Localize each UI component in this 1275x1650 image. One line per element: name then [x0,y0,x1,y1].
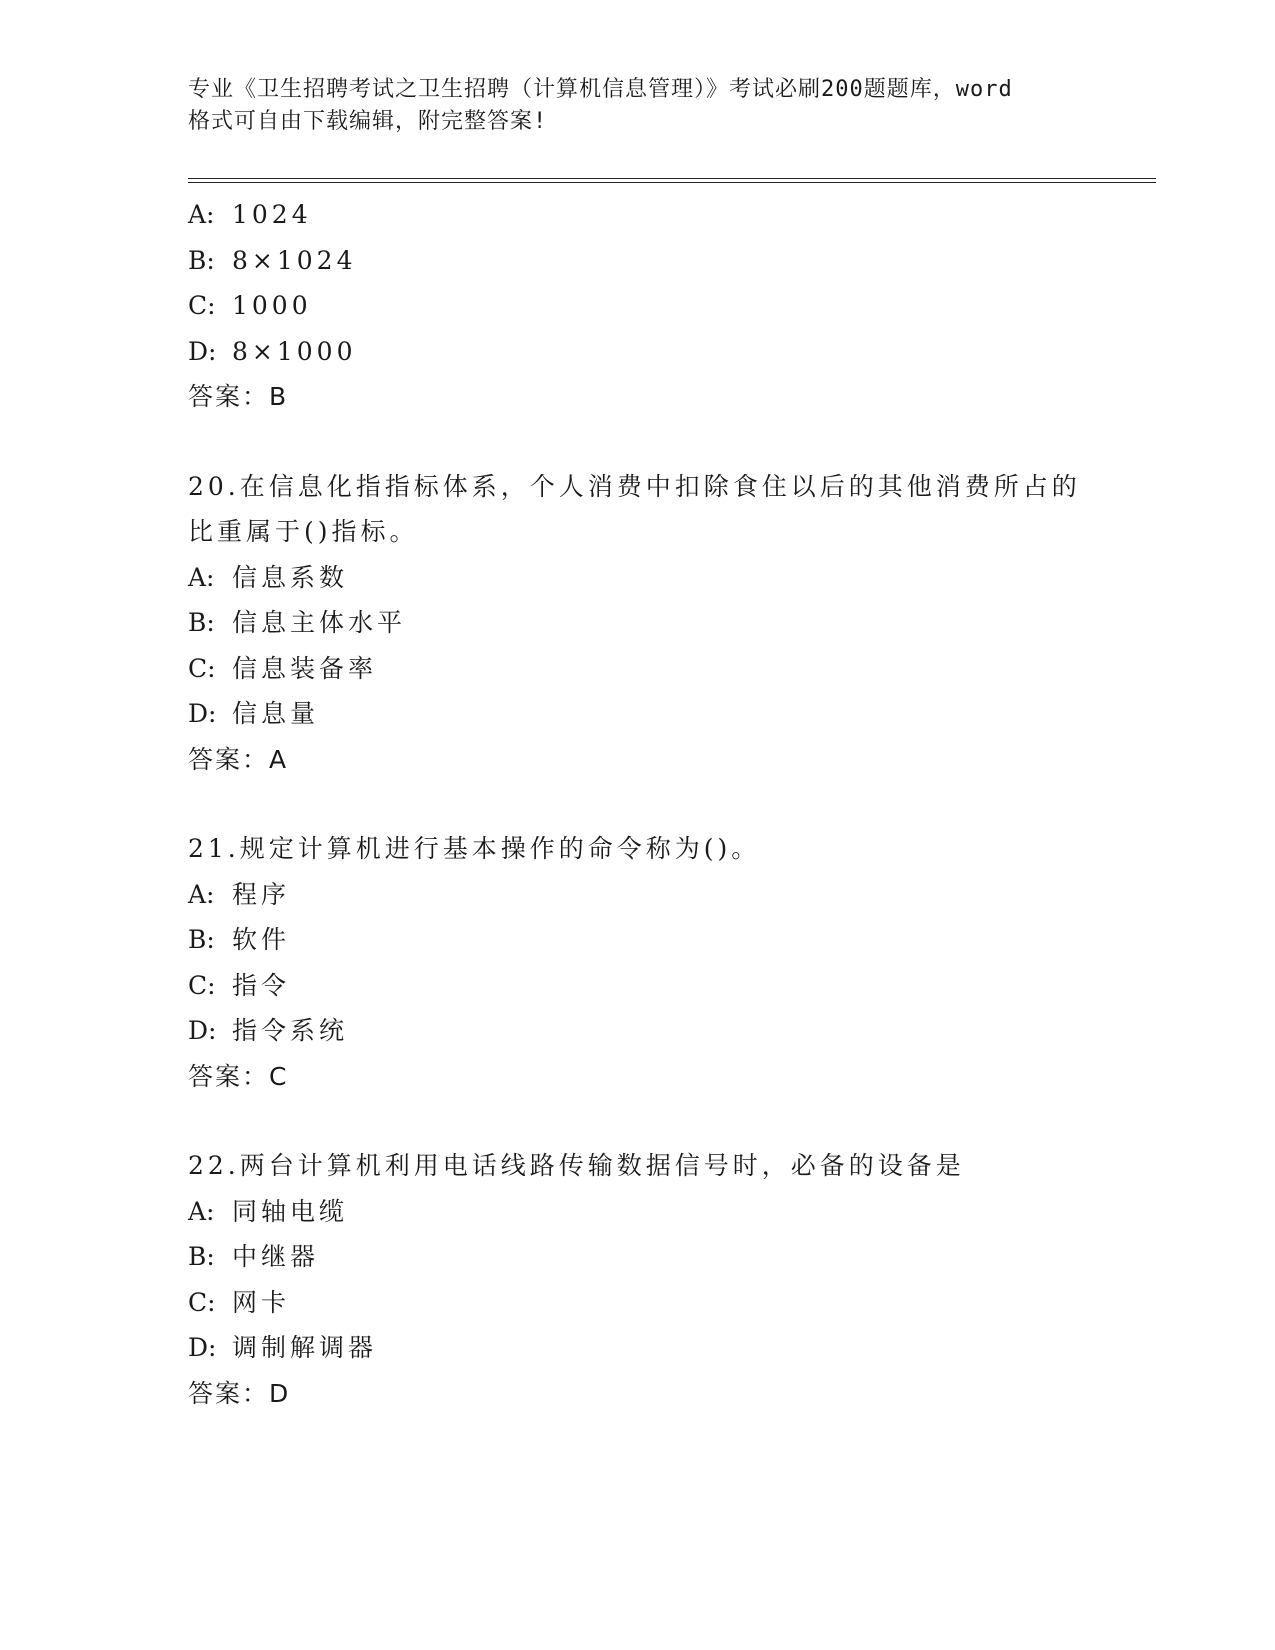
question-22 [188,1143,1148,1416]
option-text: 中继器 [232,1242,320,1271]
question-spacer [188,420,1148,464]
option-key: C: [188,970,216,1000]
option-text: 指令系统 [232,1016,349,1045]
question-spacer [188,1099,1148,1143]
option-text: 1000 [232,291,312,320]
header-line-1: 专业《卫生招聘考试之卫生招聘（计算机信息管理）》考试必刷200题题库，word [188,77,1013,102]
option-key: C: [188,1287,216,1317]
option-key: B: [188,925,215,954]
option-text: 网卡 [232,1287,291,1317]
option-d [188,1008,1148,1054]
option-b [188,238,1148,284]
option-key: D: [188,336,217,366]
option-key: B: [188,1242,215,1271]
option-text: 软件 [232,925,291,954]
question-stem-continued: 比重属于()指标。 [188,517,419,546]
option-a [188,192,1148,238]
option-key: B: [188,608,215,637]
option-d [188,691,1148,737]
header-line-2: 格式可自由下载编辑，附完整答案! [188,109,548,134]
option-b [188,600,1148,646]
option-a [188,555,1148,601]
option-key: D: [188,699,217,728]
option-key: A: [188,562,215,592]
answer-line: 答案：A [188,744,289,774]
option-c [188,963,1148,1009]
question-stem: 21.规定计算机进行基本操作的命令称为()。 [188,834,761,863]
option-key: D: [188,1333,217,1362]
document-header [188,74,1088,138]
option-text: 信息系数 [232,562,349,592]
question-spacer [188,782,1148,826]
option-text: 程序 [232,879,291,909]
question-21 [188,826,1148,1099]
option-text: 8×1024 [232,245,357,275]
question-20 [188,464,1148,783]
option-key: D: [188,1016,217,1045]
option-key: A: [188,200,215,229]
question-partial [188,192,1148,420]
header-divider [188,178,1156,183]
option-text: 调制解调器 [232,1333,378,1362]
answer-line: 答案：B [188,382,289,411]
option-key: C: [188,653,216,683]
option-a [188,1189,1148,1235]
option-text: 指令 [232,970,291,1000]
option-text: 同轴电缆 [232,1196,349,1226]
option-c [188,646,1148,692]
question-stem: 20.在信息化指指标体系，个人消费中扣除食住以后的其他消费所占的 [188,471,1081,501]
option-c [188,283,1148,329]
option-b [188,1234,1148,1280]
option-text: 8×1000 [232,336,357,366]
option-a [188,872,1148,918]
answer-line: 答案：C [188,1061,289,1091]
option-c [188,1280,1148,1326]
option-b [188,917,1148,963]
option-d [188,329,1148,375]
option-text: 信息量 [232,699,320,728]
option-text: 信息主体水平 [232,608,407,637]
option-text: 信息装备率 [232,653,378,683]
option-key: A: [188,879,215,909]
question-list [188,192,1148,1416]
question-stem: 22.两台计算机利用电话线路传输数据信号时，必备的设备是 [188,1151,965,1180]
option-key: B: [188,245,215,275]
option-d [188,1325,1148,1371]
option-text: 1024 [232,200,312,229]
answer-line: 答案：D [188,1378,291,1408]
option-key: C: [188,291,216,320]
option-key: A: [188,1196,215,1226]
